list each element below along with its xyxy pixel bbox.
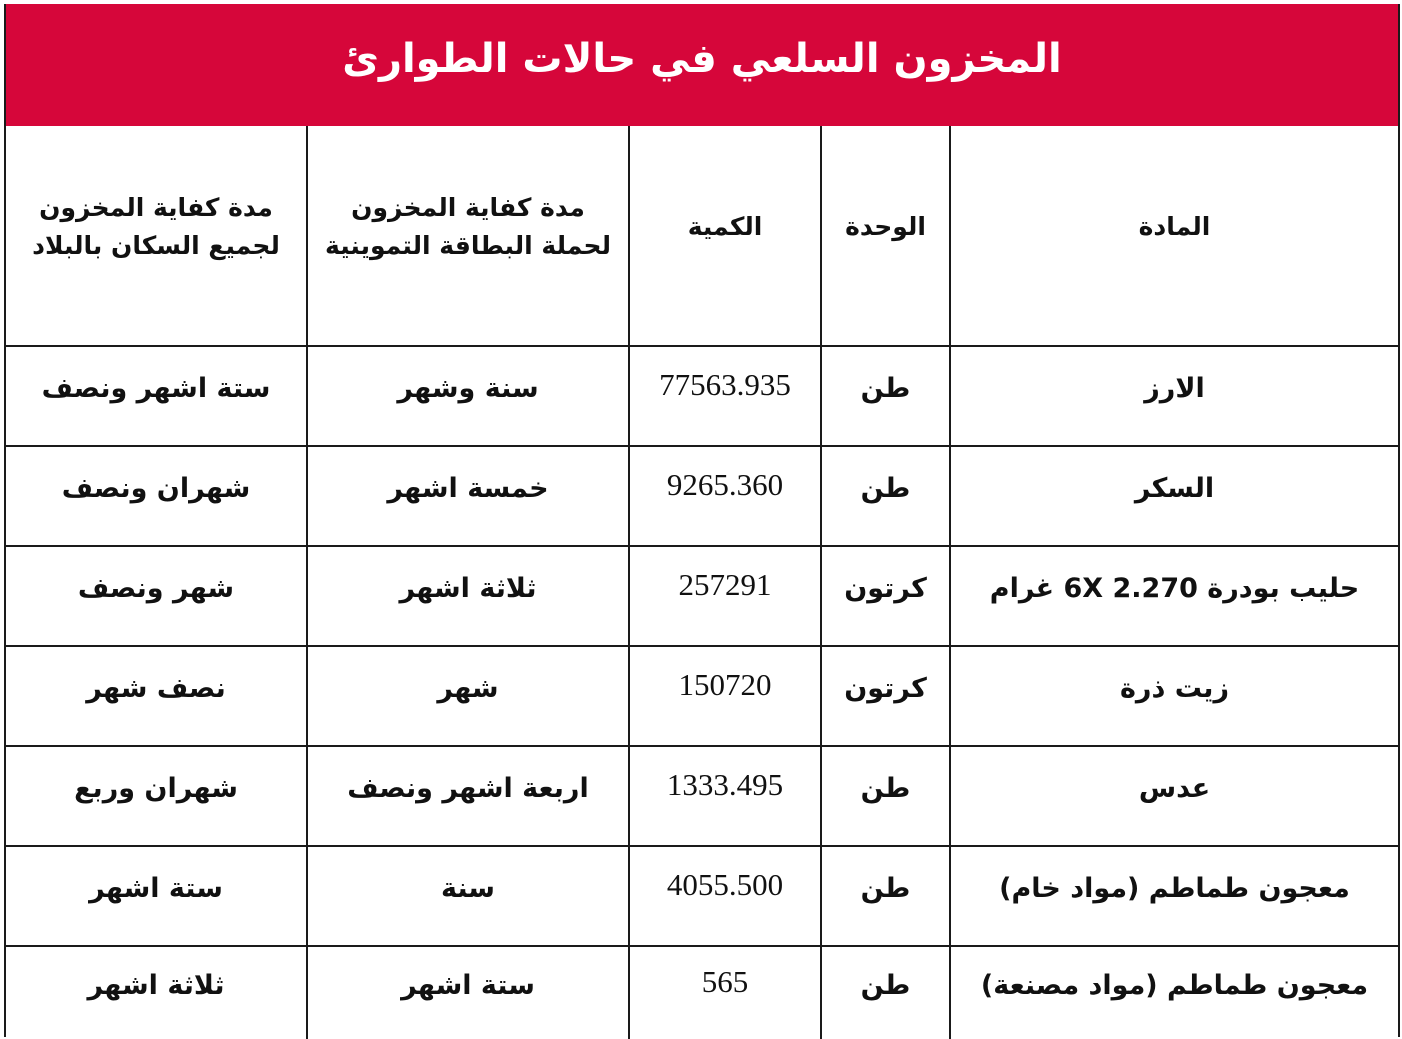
title-banner	[6, 4, 1398, 126]
cell-material: معجون طماطم (مواد خام)	[950, 846, 1398, 946]
table-row	[6, 646, 1398, 746]
cell-quantity: 4055.500	[629, 846, 821, 946]
table-row	[6, 846, 1398, 946]
cell-unit: طن	[821, 346, 950, 446]
table-header-row	[6, 126, 1398, 346]
cell-population: شهر ونصف	[6, 546, 307, 646]
cell-quantity: 150720	[629, 646, 821, 746]
cell-ration-card: سنة	[307, 846, 629, 946]
cell-material: حليب بودرة 6X 2.270 غرام	[950, 546, 1398, 646]
cell-quantity: 257291	[629, 546, 821, 646]
cell-quantity: 1333.495	[629, 746, 821, 846]
cell-quantity: 565	[629, 946, 821, 1039]
cell-unit: طن	[821, 846, 950, 946]
cell-population: شهران ونصف	[6, 446, 307, 546]
cell-unit: كرتون	[821, 646, 950, 746]
table-row	[6, 546, 1398, 646]
cell-ration-card: سنة وشهر	[307, 346, 629, 446]
cell-ration-card: ثلاثة اشهر	[307, 546, 629, 646]
cell-material: عدس	[950, 746, 1398, 846]
cell-unit: طن	[821, 746, 950, 846]
cell-material: السكر	[950, 446, 1398, 546]
cell-material: الارز	[950, 346, 1398, 446]
cell-material: زيت ذرة	[950, 646, 1398, 746]
table-row	[6, 446, 1398, 546]
cell-ration-card: ستة اشهر	[307, 946, 629, 1039]
cell-quantity: 9265.360	[629, 446, 821, 546]
cell-ration-card: اربعة اشهر ونصف	[307, 746, 629, 846]
cell-material: معجون طماطم (مواد مصنعة)	[950, 946, 1398, 1039]
table-row	[6, 346, 1398, 446]
cell-population: ستة اشهر	[6, 846, 307, 946]
header-quantity: الكمية	[629, 126, 821, 346]
cell-ration-card: شهر	[307, 646, 629, 746]
stock-table	[6, 126, 1398, 1039]
header-material: المادة	[950, 126, 1398, 346]
cell-unit: كرتون	[821, 546, 950, 646]
cell-unit: طن	[821, 946, 950, 1039]
table-row	[6, 946, 1398, 1039]
cell-quantity: 77563.935	[629, 346, 821, 446]
header-ration-card: مدة كفاية المخزون لحملة البطاقة التموينية	[307, 126, 629, 346]
cell-unit: طن	[821, 446, 950, 546]
cell-population: شهران وربع	[6, 746, 307, 846]
cell-population: نصف شهر	[6, 646, 307, 746]
document-title: المخزون السلعي في حالات الطوارئ	[342, 36, 1062, 82]
cell-population: ستة اشهر ونصف	[6, 346, 307, 446]
header-unit: الوحدة	[821, 126, 950, 346]
cell-population: ثلاثة اشهر	[6, 946, 307, 1039]
header-population: مدة كفاية المخزون لجميع السكان بالبلاد	[6, 126, 307, 346]
table-row	[6, 746, 1398, 846]
document-frame	[4, 4, 1400, 1037]
cell-ration-card: خمسة اشهر	[307, 446, 629, 546]
